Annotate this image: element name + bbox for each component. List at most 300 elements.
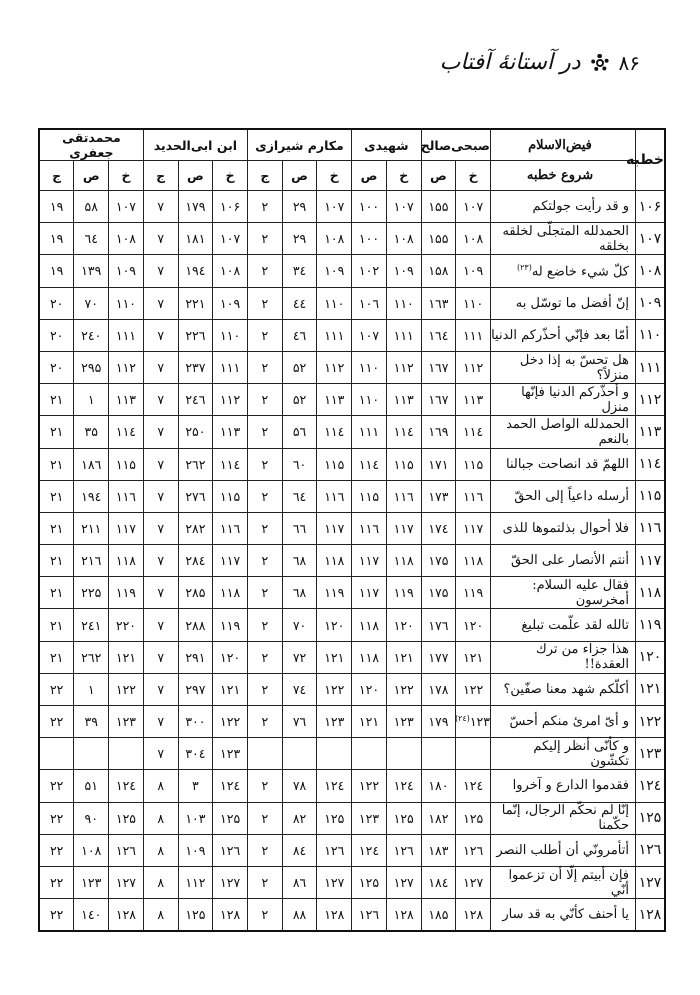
cell-ibn-s-text: ۲٦۲ [185, 456, 206, 472]
cell-start [491, 899, 636, 932]
cell-ibn-kh [213, 351, 248, 383]
cell-start-text: يا أحنف كأنّي به قد سار [502, 907, 629, 923]
cell-ibn-kh-text: ۱۱۵ [220, 488, 241, 504]
cell-makarem-kh [317, 287, 352, 319]
sub-ibn-kh: خ [213, 161, 248, 191]
cell-start [491, 384, 636, 416]
cell-jafari-kh-text: ۱۱۰ [115, 295, 137, 311]
cell-ibn-s-text: ۲۲٦ [185, 327, 206, 343]
cell-ibn-j-text: ۷ [157, 456, 165, 472]
cell-makarem-kh [317, 384, 352, 416]
cell-makarem-s [282, 545, 317, 577]
cell-shahidi-s-text: ۱۱۷ [358, 553, 380, 569]
cell-makarem-s [282, 480, 317, 512]
cell-start-text: أنتم الأنصار على الحقّ [510, 553, 629, 569]
cell-khotbe [636, 706, 666, 738]
group-ibn-abi-hadid: ابن ابی‌الحدید [143, 129, 247, 161]
cell-ibn-j-text: ۷ [157, 714, 165, 730]
cell-khotbe [636, 319, 666, 351]
table-row [39, 191, 665, 223]
cell-makarem-s-text: ۷۲ [292, 649, 307, 665]
cell-ibn-j-text: ۷ [157, 617, 165, 633]
cell-makarem-s-text: ۵۲ [292, 360, 307, 376]
cell-jafari-kh-text: ۱۱۷ [115, 520, 137, 536]
cell-ibn-s-text: ۱۷۹ [185, 199, 206, 215]
cell-makarem-j [247, 255, 282, 287]
cell-jafari-j-text: ۲۲ [49, 907, 64, 923]
cell-shahidi-s-text: ۱۱۰ [358, 360, 380, 376]
cell-start-text: الحمدلله المتجلّى لخلقه بخلقه [502, 223, 629, 254]
cell-sobhi-s [421, 255, 456, 287]
cell-ibn-kh [213, 223, 248, 255]
cell-start [491, 223, 636, 255]
cell-jafari-kh-text: ۱۱۹ [115, 585, 137, 601]
cell-ibn-s [178, 480, 213, 512]
cell-start-text: فلا أحوال بذلتموها للذى [502, 520, 629, 536]
cell-jafari-j-text: ۲۰ [49, 295, 64, 311]
cell-makarem-j-text: ۲ [261, 617, 269, 633]
cell-sobhi-s [421, 416, 456, 448]
cell-start-text: تالله لقد علّمت تبليغ [521, 617, 629, 633]
cell-shahidi-kh-text: ۱۲۰ [393, 617, 414, 633]
sub-jafari-s: ص [74, 161, 109, 191]
cell-shahidi-kh [386, 834, 421, 866]
cell-ibn-kh [213, 512, 248, 544]
cell-makarem-j [247, 738, 282, 770]
page-number: ۸۶ [618, 50, 640, 75]
cell-makarem-s-text: ۷٤ [292, 681, 307, 697]
cell-khotbe [636, 191, 666, 223]
cell-jafari-s-text: ۷۰ [84, 295, 98, 311]
cell-shahidi-s [352, 899, 387, 932]
cell-jafari-j [39, 512, 74, 544]
cell-ibn-s [178, 802, 213, 834]
cell-jafari-j [39, 255, 74, 287]
cell-jafari-s [74, 834, 109, 866]
cell-sobhi-s [421, 191, 456, 223]
group-jafari: محمدتقی جعفری [39, 129, 143, 161]
cell-ibn-s-text: ۲۸۸ [185, 617, 206, 633]
cell-ibn-s-text: ۲۸۲ [185, 520, 206, 536]
cell-ibn-j-text: ۷ [157, 681, 165, 697]
cell-khotbe-text: ۱۲۰ [638, 649, 662, 666]
cell-khotbe [636, 899, 666, 932]
cell-ibn-s [178, 191, 213, 223]
cell-makarem-s [282, 866, 317, 898]
cell-jafari-j [39, 577, 74, 609]
cell-sobhi-kh-text: ۱۱۰ [463, 295, 484, 311]
cell-sobhi-kh-text: ۱۲۱ [463, 649, 484, 665]
cell-makarem-s-text: ۷۰ [292, 617, 307, 633]
cell-shahidi-kh [386, 770, 421, 802]
cell-start [491, 673, 636, 705]
cell-makarem-s-text: ٤٦ [292, 327, 307, 343]
cell-shahidi-s [352, 866, 387, 898]
cell-khotbe [636, 351, 666, 383]
cell-jafari-j [39, 899, 74, 932]
cell-shahidi-kh-text: ۱۲۸ [393, 907, 414, 923]
cell-sobhi-s [421, 738, 456, 770]
cell-makarem-j [247, 545, 282, 577]
cell-ibn-j-text: ۷ [157, 649, 165, 665]
cell-khotbe-text: ۱۲۷ [638, 874, 662, 891]
cell-ibn-kh [213, 770, 248, 802]
cell-khotbe-text: ۱۱۷ [638, 552, 662, 569]
cell-makarem-j-text: ۲ [261, 778, 269, 794]
cell-jafari-kh [109, 255, 144, 287]
cell-ibn-kh [213, 673, 248, 705]
cell-ibn-s-text: ۲۹۱ [185, 649, 206, 665]
cell-ibn-kh [213, 866, 248, 898]
cell-ibn-j-text: ۷ [157, 263, 165, 279]
cell-sobhi-kh [456, 287, 491, 319]
cell-jafari-kh [109, 384, 144, 416]
cell-jafari-s-text: ۲۱٦ [81, 553, 102, 569]
cell-makarem-kh [317, 609, 352, 641]
cell-sobhi-s-text: ۱۷۷ [428, 649, 449, 665]
cell-shahidi-s [352, 609, 387, 641]
cell-makarem-j-text: ۲ [261, 456, 269, 472]
cell-ibn-kh [213, 287, 248, 319]
table-row [39, 448, 665, 480]
cell-jafari-kh-text: ۱۲۸ [115, 907, 137, 923]
cell-jafari-kh [109, 577, 144, 609]
cell-start-text: و أىّ امرئ منكم أحسّ [509, 714, 629, 730]
cell-sobhi-s-text: ۱٦۷ [428, 360, 449, 376]
table-row [39, 416, 665, 448]
cell-makarem-kh [317, 255, 352, 287]
cell-jafari-s [74, 609, 109, 641]
cell-ibn-s-text: ۱۲۵ [185, 907, 206, 923]
cell-makarem-j-text: ۲ [261, 231, 269, 247]
cell-shahidi-kh [386, 738, 421, 770]
cell-makarem-s-text: ٦٤ [292, 488, 307, 504]
cell-jafari-s-text: ۱۸٦ [81, 456, 102, 472]
cell-makarem-s-text: ٤٤ [292, 295, 307, 311]
cell-start-text: أكلّكم شهد معنا صفّين؟ [503, 681, 629, 697]
cell-jafari-kh [109, 191, 144, 223]
cell-makarem-kh [317, 770, 352, 802]
cell-jafari-kh-text: ۱۲۲ [115, 681, 137, 697]
cell-shahidi-s [352, 802, 387, 834]
cell-makarem-j-text: ۲ [261, 295, 269, 311]
cell-shahidi-s [352, 545, 387, 577]
cell-shahidi-kh-text: ۱۱۱ [393, 327, 414, 343]
cell-makarem-s-text: ۸٦ [292, 875, 307, 891]
cell-shahidi-kh [386, 319, 421, 351]
cell-ibn-j [143, 545, 178, 577]
cell-shahidi-s [352, 416, 387, 448]
cell-khotbe-text: ۱۲٤ [638, 777, 662, 794]
cell-makarem-s-text: ۲۹ [292, 199, 307, 215]
cell-sobhi-s [421, 351, 456, 383]
cell-makarem-s-text: ۳٤ [292, 263, 307, 279]
cell-ibn-j-text: ۷ [157, 585, 165, 601]
cell-jafari-kh-text: ۱۱٦ [115, 488, 137, 504]
cell-sobhi-kh [456, 738, 491, 770]
cell-start [491, 416, 636, 448]
cell-jafari-s-text: ۲۲۵ [81, 585, 102, 601]
cell-sobhi-kh [456, 351, 491, 383]
sub-shahidi-kh: خ [386, 161, 421, 191]
cell-ibn-s [178, 899, 213, 932]
cell-sobhi-kh-text: ۱۲٦ [463, 842, 484, 858]
cell-makarem-j-text: ۲ [261, 649, 269, 665]
cell-shahidi-s-text: ۱۰۰ [358, 199, 380, 215]
cell-shahidi-s [352, 384, 387, 416]
cell-jafari-s-text: ۹۰ [84, 810, 98, 826]
cell-shahidi-kh [386, 577, 421, 609]
cell-jafari-kh-text: ۱۰۸ [115, 231, 137, 247]
cell-khotbe-text: ۱۱۵ [638, 488, 662, 505]
header-row-groups [39, 129, 665, 161]
table-row [39, 480, 665, 512]
cell-sobhi-s-text: ۱۵۵ [428, 231, 449, 247]
cell-ibn-kh [213, 448, 248, 480]
cell-khotbe-text: ۱۰۹ [638, 295, 662, 312]
cell-khotbe [636, 641, 666, 673]
cell-ibn-kh-text: ۱۲۱ [220, 681, 241, 697]
cell-makarem-kh-text: ۱۰۸ [324, 231, 345, 247]
cell-jafari-kh [109, 351, 144, 383]
cell-makarem-kh-text: ۱۱۲ [324, 360, 345, 376]
cell-jafari-kh [109, 223, 144, 255]
cell-start-text: فإن أبيتم إلّا أن تزعموا أنّي [508, 867, 629, 898]
cell-makarem-s-text: ۵۲ [292, 392, 307, 408]
cell-ibn-s [178, 609, 213, 641]
cell-jafari-j-text: ۲۲ [49, 842, 64, 858]
cell-sobhi-kh [456, 448, 491, 480]
cell-makarem-kh-text: ۱۱۵ [324, 456, 345, 472]
cell-shahidi-kh-text: ۱۱۵ [393, 456, 414, 472]
cell-ibn-kh-text: ۱۰۸ [220, 263, 241, 279]
cell-makarem-kh-text: ۱۲۸ [324, 907, 345, 923]
cell-jafari-j [39, 673, 74, 705]
cell-ibn-s [178, 319, 213, 351]
cell-jafari-kh-text: ۱۰۹ [115, 263, 137, 279]
cell-ibn-j-text: ۸ [157, 907, 165, 923]
cell-start [491, 480, 636, 512]
cell-ibn-j [143, 448, 178, 480]
cell-shahidi-kh [386, 287, 421, 319]
cell-ibn-kh [213, 609, 248, 641]
cell-khotbe [636, 384, 666, 416]
cell-sobhi-s-text: ۱٦۳ [428, 295, 449, 311]
cell-jafari-j [39, 706, 74, 738]
cell-start-text: هل تحسّ به إذا دخل منزلاً؟ [519, 352, 629, 383]
cell-start [491, 802, 636, 834]
cell-makarem-kh [317, 319, 352, 351]
cell-sobhi-kh [456, 577, 491, 609]
cell-jafari-kh-text: ۱۱٤ [115, 424, 137, 440]
cell-jafari-j [39, 641, 74, 673]
cell-khotbe-text: ۱۱۹ [638, 617, 662, 634]
cell-shahidi-kh [386, 706, 421, 738]
cell-jafari-s [74, 255, 109, 287]
cell-ibn-kh-text: ۱۰۶ [220, 199, 241, 215]
footnote-marker: (۲۳) [516, 262, 532, 272]
cell-sobhi-kh [456, 834, 491, 866]
cell-jafari-j [39, 609, 74, 641]
cell-jafari-s-text: ۵۱ [84, 778, 98, 794]
cell-ibn-j [143, 770, 178, 802]
sub-sobhi-kh: خ [456, 161, 491, 191]
cell-ibn-s-text: ۲٤٦ [185, 392, 206, 408]
cell-makarem-kh-text: ۱۰۷ [324, 199, 345, 215]
sub-shahidi-s: ص [352, 161, 387, 191]
cell-sobhi-kh-text: ۱۱۱ [463, 327, 484, 343]
cell-sobhi-s [421, 384, 456, 416]
cell-jafari-j [39, 384, 74, 416]
cell-khotbe [636, 255, 666, 287]
cell-shahidi-kh-text: ۱۲٦ [393, 842, 414, 858]
cell-jafari-s-text: ۳۵ [84, 424, 98, 440]
cell-jafari-j [39, 191, 74, 223]
cell-khotbe-text: ۱۱۰ [638, 327, 662, 344]
cell-shahidi-kh-text: ۱۰۹ [393, 263, 414, 279]
cell-ibn-j [143, 609, 178, 641]
cell-start [491, 577, 636, 609]
cell-jafari-s-text: ۲٤۰ [81, 327, 102, 343]
cell-jafari-j [39, 351, 74, 383]
cell-jafari-j-text: ۲۲ [49, 810, 64, 826]
cell-jafari-kh [109, 480, 144, 512]
cell-khotbe-text: ۱۲۳ [638, 745, 662, 762]
cell-ibn-s [178, 834, 213, 866]
cell-ibn-s [178, 416, 213, 448]
cell-khotbe-text: ۱۲۵ [638, 810, 662, 827]
table-row [39, 609, 665, 641]
cell-jafari-kh [109, 287, 144, 319]
cell-sobhi-s-text: ۱۷۸ [428, 681, 449, 697]
cell-jafari-s [74, 738, 109, 770]
cell-makarem-kh-text: ۱۲۷ [324, 875, 345, 891]
cell-makarem-s [282, 899, 317, 932]
cell-makarem-kh-text: ۱۲۳ [324, 714, 345, 730]
cell-start [491, 545, 636, 577]
cell-ibn-s-text: ۲۲۱ [185, 295, 206, 311]
cell-shahidi-s-text: ۱۲۰ [358, 681, 380, 697]
cell-khotbe-text: ۱۲٦ [638, 842, 662, 859]
cell-sobhi-kh-text: ۱۰۸ [463, 231, 484, 247]
cell-khotbe-text: ۱۲۸ [638, 906, 662, 923]
cell-ibn-kh-text: ۱۱٦ [220, 520, 241, 536]
cell-ibn-s-text: ۲۹۷ [185, 681, 206, 697]
cell-ibn-j [143, 319, 178, 351]
cell-shahidi-kh-text: ۱۱۸ [393, 553, 414, 569]
cell-ibn-j-text: ۷ [157, 199, 165, 215]
cell-start [491, 448, 636, 480]
cell-start-text: و قد رأيت جولتكم [532, 199, 629, 215]
cell-makarem-s [282, 673, 317, 705]
cell-ibn-s-text: ۲۸٤ [185, 553, 206, 569]
cell-shahidi-s-text: ۱۱۵ [358, 488, 380, 504]
cell-jafari-kh-text: ۱۱۸ [115, 553, 137, 569]
cell-khotbe-text: ۱۲۱ [638, 681, 662, 698]
cell-makarem-s [282, 512, 317, 544]
cell-start [491, 512, 636, 544]
cell-shahidi-kh-text: ۱۲۵ [393, 810, 414, 826]
cell-jafari-s-text: ۱۹٤ [81, 488, 102, 504]
cell-ibn-j-text: ۷ [157, 327, 165, 343]
cell-start-text: إنّ أفضل ما توسّل به [515, 295, 629, 311]
cell-sobhi-s [421, 866, 456, 898]
cell-jafari-j-text: ۲۱ [49, 649, 64, 665]
cell-jafari-s-text: ۱۰۸ [81, 842, 102, 858]
cell-sobhi-kh-text: ۱۲۵ [463, 810, 484, 826]
table-row [39, 673, 665, 705]
cell-ibn-j-text: ۷ [157, 746, 165, 762]
cell-ibn-s-text: ۱۹٤ [185, 263, 206, 279]
cell-ibn-kh [213, 834, 248, 866]
cell-makarem-s-text: ٦٦ [292, 520, 307, 536]
group-makarem: مکارم شیرازی [247, 129, 351, 161]
cell-shahidi-s-text: ۱۲۵ [358, 875, 380, 891]
cell-khotbe [636, 802, 666, 834]
group-shahidi: شهیدی [352, 129, 421, 161]
cell-ibn-kh [213, 480, 248, 512]
cell-makarem-j [247, 416, 282, 448]
cell-jafari-j-text: ۲۰ [49, 360, 64, 376]
cell-ibn-s [178, 223, 213, 255]
cell-sobhi-s-text: ۱۸۲ [428, 810, 449, 826]
cell-ibn-s [178, 351, 213, 383]
cell-khotbe [636, 609, 666, 641]
cell-sobhi-kh [456, 641, 491, 673]
cell-jafari-j [39, 223, 74, 255]
cell-start-text: و أحذّركم الدنيا فإنّها منزل [521, 384, 629, 415]
cell-shahidi-s [352, 834, 387, 866]
cell-shahidi-s-text: ۱۰۰ [358, 231, 380, 247]
cell-start-text: فقال عليه السلام: أمخرسون [532, 577, 629, 608]
cell-ibn-j [143, 384, 178, 416]
cell-makarem-kh [317, 448, 352, 480]
cell-shahidi-s-text: ۱۰۷ [358, 327, 380, 343]
cell-ibn-kh [213, 706, 248, 738]
cell-jafari-s-text: ۱٤۰ [81, 907, 102, 923]
cell-sobhi-kh-text: ۱۱۵ [463, 456, 484, 472]
cell-jafari-s [74, 545, 109, 577]
cell-sobhi-kh [456, 384, 491, 416]
cell-start [491, 866, 636, 898]
cell-ibn-j-text: ۷ [157, 553, 165, 569]
cell-shahidi-s-text: ۱۲۱ [358, 714, 380, 730]
cell-jafari-j-text: ۲۱ [49, 392, 64, 408]
cell-shahidi-s-text: ۱۲۳ [358, 810, 380, 826]
cell-ibn-j-text: ۷ [157, 488, 165, 504]
cell-jafari-kh-text: ۱۲۷ [115, 875, 137, 891]
cell-ibn-kh-text: ۱۱۱ [220, 360, 241, 376]
cell-sobhi-kh-text: ۱۱۳ [463, 392, 484, 408]
cell-shahidi-kh-text: ۱۰۸ [393, 231, 414, 247]
cell-jafari-s [74, 223, 109, 255]
cell-makarem-j [247, 641, 282, 673]
cell-makarem-s [282, 770, 317, 802]
cell-ibn-s [178, 770, 213, 802]
cell-ibn-kh [213, 384, 248, 416]
cell-ibn-s [178, 673, 213, 705]
cell-jafari-s-text: ۱ [87, 681, 95, 697]
cell-sobhi-kh-text: ۱۲۳ [469, 714, 490, 730]
cell-shahidi-s-text: ۱۱۸ [358, 617, 380, 633]
cell-jafari-kh-text: ۱۲٤ [115, 778, 137, 794]
cell-shahidi-kh-text: ۱۱٤ [393, 424, 414, 440]
cell-ibn-s [178, 706, 213, 738]
cell-shahidi-kh-text: ۱۲۳ [393, 714, 414, 730]
cell-makarem-s [282, 448, 317, 480]
cell-sobhi-s-text: ۱۷۳ [428, 488, 449, 504]
cell-khotbe [636, 480, 666, 512]
